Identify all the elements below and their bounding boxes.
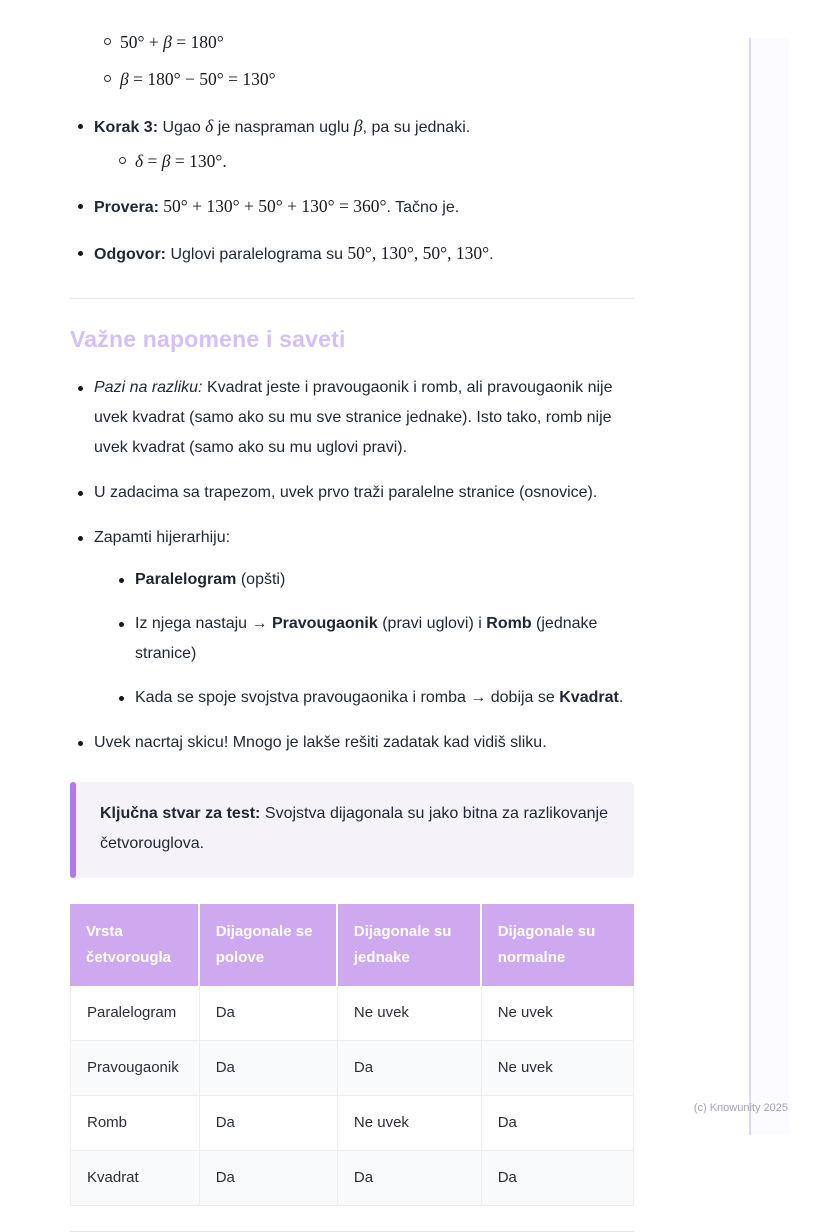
solution-steps-list: [78, 111, 634, 270]
inline-var: β: [353, 116, 363, 136]
step-korak3: Korak 3: Ugao δ je naspraman uglu β, pa su jednaki. δ = β = 130°.: [78, 111, 634, 176]
section-heading: Važne napomene i saveti: [70, 326, 346, 352]
table-header-cell: Vrsta četvorougla: [70, 904, 200, 986]
copyright-footer: (c) Knowunity 2025: [693, 1102, 788, 1114]
table-cell: Da: [338, 1151, 482, 1206]
note-item: Pazi na razliku: Kvadrat jeste i pravougaonik i romb, ali pravougaonik nije uvek kvadrat (samo ako su mu sve stranice jednake). Isto tako, romb nije uvek kvadrat (samo ako su mu uglovi pravi).: [78, 373, 634, 463]
step2-formula-list: [104, 30, 634, 93]
step-provera: Provera: 50° + 130° + 50° + 130° = 360°. Tačno je.: [78, 191, 634, 223]
table-header-cell: Dijagonale se polove: [200, 904, 338, 986]
step-odgovor: Odgovor: Uglovi paralelograma su 50°, 130°, 50°, 130°.: [78, 238, 634, 270]
step-label: Odgovor:: [94, 246, 166, 263]
note-item: Zapamti hijerarhiju: Paralelogram (opšti) Iz njega nastaju → Pravougaonik (pravi uglovi) i Romb (jednake stranice) Kada se spoje svojstva pravougaonika i romba → dobija se Kvadrat.: [78, 523, 634, 713]
table-header-cell: Dijagonale su jednake: [338, 904, 482, 986]
hierarchy-item: Iz njega nastaju → Pravougaonik (pravi uglovi) i Romb (jednake stranice): [119, 609, 634, 669]
table-row: [70, 1041, 634, 1096]
formula-2: β = 180° − 50° = 130°: [120, 69, 276, 89]
notes-list: [78, 373, 634, 758]
table-cell: Da: [200, 1041, 338, 1096]
table-row: [70, 986, 634, 1041]
odgovor-math: 50°, 130°, 50°, 130°: [347, 243, 490, 263]
callout-label: Ključna stvar za test:: [100, 805, 261, 822]
korak3-formula-list: [119, 148, 634, 176]
formula-line: [104, 67, 634, 93]
formula-1: 50° + β = 180°: [120, 32, 224, 52]
table-cell: Paralelogram: [70, 986, 200, 1041]
formula-3: δ = β = 130°.: [135, 151, 227, 171]
diagonal-properties-table: [70, 904, 634, 1206]
table-cell: Kvadrat: [70, 1151, 200, 1206]
table-header-cell: Dijagonale su normalne: [482, 904, 634, 986]
step-label: Korak 3:: [94, 119, 159, 136]
table-row: [70, 1151, 634, 1206]
note-emphasis: Pazi na razliku:: [94, 379, 203, 396]
page-right-edge: [749, 38, 790, 1135]
table-cell: Da: [482, 1096, 634, 1151]
table-cell: Ne uvek: [338, 1096, 482, 1151]
note-item: U zadacima sa trapezom, uvek prvo traži paralelne stranice (osnovice).: [78, 478, 634, 508]
hierarchy-list: [119, 565, 634, 713]
table-cell: Romb: [70, 1096, 200, 1151]
table-cell: Ne uvek: [482, 986, 634, 1041]
section-divider: [70, 298, 634, 299]
table-row: [70, 1096, 634, 1151]
table-cell: Ne uvek: [338, 986, 482, 1041]
hierarchy-item: Paralelogram (opšti): [119, 565, 634, 595]
inline-var: δ: [205, 116, 214, 136]
table-cell: Da: [200, 986, 338, 1041]
table-cell: Ne uvek: [482, 1041, 634, 1096]
document-content: [70, 0, 634, 1232]
key-callout: Ključna stvar za test: Svojstva dijagonala su jako bitna za razlikovanje četvorouglova.: [70, 782, 634, 878]
table-cell: Da: [338, 1041, 482, 1096]
table-cell: Da: [200, 1151, 338, 1206]
provera-math: 50° + 130° + 50° + 130° = 360°: [158, 196, 387, 216]
table-header: [70, 904, 634, 986]
formula-line: [104, 30, 634, 56]
note-item: Uvek nacrtaj skicu! Mnogo je lakše rešiti zadatak kad vidiš sliku.: [78, 728, 634, 758]
hierarchy-item: Kada se spoje svojstva pravougaonika i romba → dobija se Kvadrat.: [119, 683, 634, 713]
step-label: Provera:: [94, 199, 159, 216]
formula-line: [119, 148, 634, 176]
table-cell: Da: [482, 1151, 634, 1206]
table-cell: Pravougaonik: [70, 1041, 200, 1096]
table-cell: Da: [200, 1096, 338, 1151]
